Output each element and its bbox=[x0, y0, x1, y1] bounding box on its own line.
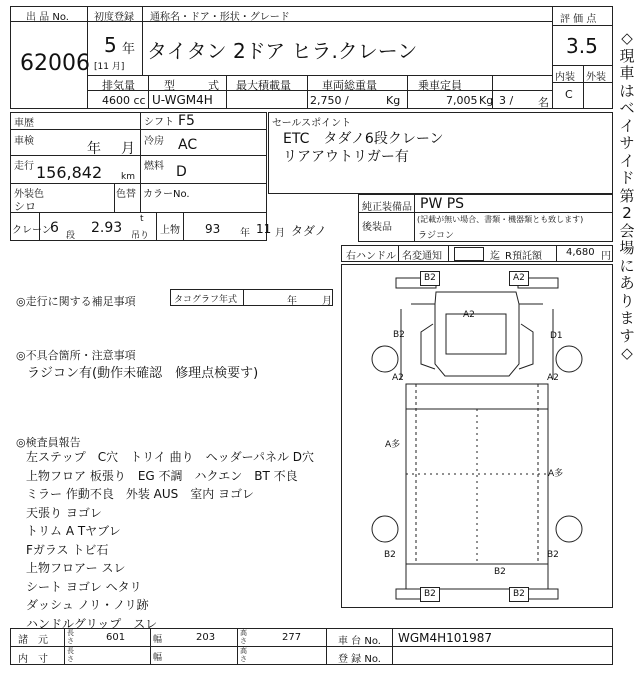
inspector-line: 上物フロア 板張り EG 不調 ハクエン BT 不良 bbox=[26, 468, 298, 483]
retrofit-label: 後装品 bbox=[362, 222, 392, 233]
mileage-label: 走行 bbox=[14, 161, 34, 172]
fuel-label: 燃料 bbox=[144, 161, 164, 172]
inspection-month: 月 bbox=[121, 141, 135, 157]
height-value: 277 bbox=[282, 632, 302, 643]
gross-label: 車両総重量 bbox=[322, 79, 377, 92]
chassis-value: WGM4H101987 bbox=[398, 631, 492, 645]
rhd-label: 右ハンドル bbox=[346, 251, 396, 262]
inspector-line: 天張り ヨゴレ bbox=[26, 505, 102, 520]
upper-month-unit: 月 bbox=[275, 228, 285, 239]
recycle-value: 4,680 bbox=[566, 247, 595, 258]
damage-code: A多 bbox=[385, 440, 401, 450]
shift-label: シフト bbox=[144, 117, 174, 128]
cc-label: 排気量 bbox=[102, 79, 135, 92]
side-char: あ bbox=[619, 274, 635, 292]
load-unit: Kg bbox=[386, 94, 401, 107]
equipment-label: 純正装備品 bbox=[362, 202, 412, 213]
defects-text: ラジコン有(動作未確認 修理点検要す) bbox=[27, 366, 259, 381]
inspector-line: ハンドルグリップ スレ bbox=[26, 616, 158, 631]
history-label: 車歴 bbox=[14, 118, 34, 129]
side-char: は bbox=[619, 81, 635, 100]
capacity-unit: 名 bbox=[538, 96, 549, 109]
tacho-label: タコグラフ年式 bbox=[174, 295, 238, 305]
meter-change-label: 名変通知 bbox=[402, 251, 442, 262]
sales-line-1: ETC タダノ6段クレーン bbox=[283, 131, 444, 147]
shift-value: F5 bbox=[178, 113, 195, 129]
model-value: U-WGM4H bbox=[152, 93, 213, 107]
inspector-label: ◎検査員報告 bbox=[16, 436, 81, 449]
equipment-value: PW PS bbox=[420, 196, 465, 212]
side-char: サ bbox=[619, 134, 635, 152]
defects-label: ◎不具合箇所・注意事項 bbox=[16, 349, 136, 362]
width-label: 幅 bbox=[153, 635, 163, 645]
damage-code: B2 bbox=[547, 550, 559, 560]
model-label: 型 式 bbox=[164, 79, 219, 92]
damage-code: A2 bbox=[509, 271, 529, 286]
side-char: 車 bbox=[619, 64, 635, 82]
inspection-year: 年 bbox=[87, 141, 101, 157]
lot-number: 62006 bbox=[20, 51, 90, 76]
gross-unit: Kg bbox=[479, 94, 494, 107]
damage-code: B2 bbox=[384, 550, 396, 560]
recycle-unit: 円 bbox=[601, 251, 611, 262]
side-char: ◇ bbox=[621, 29, 633, 47]
side-char: ◇ bbox=[621, 344, 633, 362]
tacho-month: 月 bbox=[322, 296, 332, 307]
car-name: タイタン 2ドア ヒラ.クレーン bbox=[147, 39, 418, 63]
interior-length-label: 長さ bbox=[67, 647, 74, 663]
capacity-label: 乗車定員 bbox=[418, 79, 462, 92]
inspector-line: トリム A Tヤブレ bbox=[26, 524, 121, 538]
upper-maker: タダノ bbox=[291, 224, 327, 238]
inspector-report bbox=[26, 448, 336, 633]
ac-label: 冷房 bbox=[144, 136, 164, 147]
retrofit-value: ラジコン bbox=[418, 231, 455, 241]
fuel-value: D bbox=[176, 164, 187, 180]
side-char: 第 bbox=[619, 186, 635, 205]
sales-point-label: セールスポイント bbox=[272, 118, 352, 129]
until-label: 迄 bbox=[490, 251, 500, 262]
load-label: 最大積載量 bbox=[236, 79, 291, 92]
gross-value: 7,005 bbox=[446, 94, 478, 107]
height-label: 高さ bbox=[240, 629, 247, 645]
color-no-label: カラーNo. bbox=[143, 189, 190, 200]
interior-dim-label: 内 寸 bbox=[18, 654, 48, 665]
crane-ton-unit: t bbox=[140, 214, 144, 224]
upper-year: 93 bbox=[205, 222, 221, 236]
interior-grade: C bbox=[565, 88, 573, 101]
side-char: イ bbox=[619, 151, 635, 170]
side-char: 現 bbox=[619, 46, 635, 65]
interior-height-label: 高さ bbox=[240, 647, 247, 663]
width-value: 203 bbox=[196, 632, 216, 643]
supplement-label: ◎走行に関する補足事項 bbox=[16, 295, 136, 308]
crane-ton: 2.93 bbox=[91, 220, 123, 236]
crane-steps: 6 bbox=[50, 220, 59, 236]
truck-outline bbox=[341, 264, 613, 608]
inspector-line: ミラー 作動不良 外装 AUS 室内 ヨゴレ bbox=[26, 487, 255, 501]
damage-code: B2 bbox=[420, 271, 440, 286]
inspection-label: 車検 bbox=[14, 136, 34, 147]
side-char: す bbox=[619, 326, 635, 345]
cc-value: 4600 cc bbox=[102, 94, 146, 107]
damage-code: B2 bbox=[393, 330, 405, 340]
color-label: 外装色 bbox=[14, 189, 44, 200]
recycle-label: R預託額 bbox=[505, 251, 542, 262]
car-name-label: 通称名・ドア・形状・グレード bbox=[150, 12, 290, 23]
chassis-label: 車 台 No. bbox=[338, 636, 381, 647]
interior-label: 内装 bbox=[555, 72, 575, 83]
grade-label: 評 価 点 bbox=[560, 14, 597, 25]
side-note bbox=[616, 30, 638, 363]
capacity-value: 3 / bbox=[499, 94, 514, 107]
side-char: イ bbox=[619, 116, 635, 135]
damage-code: B2 bbox=[509, 587, 529, 602]
crane-label: クレーン bbox=[12, 225, 52, 236]
crane-steps-unit: 段 bbox=[66, 231, 76, 241]
upper-year-unit: 年 bbox=[240, 228, 250, 239]
year-unit: 年 bbox=[122, 42, 136, 57]
ac-value: AC bbox=[178, 137, 198, 153]
registration-label: 登 録 No. bbox=[338, 654, 381, 665]
damage-code: A2 bbox=[547, 373, 559, 383]
first-reg-label: 初度登録 bbox=[94, 12, 134, 23]
inspector-line: ダッシュ ノリ・ノリ跡 bbox=[26, 598, 149, 612]
color-value: シロ bbox=[14, 200, 36, 213]
side-char: 場 bbox=[619, 239, 635, 257]
inspector-line: Fガラス トビ石 bbox=[26, 542, 109, 557]
damage-code: A2 bbox=[392, 373, 404, 383]
inspector-line: 左ステップ C穴 トリイ 曲り ヘッダーパネル D穴 bbox=[26, 450, 315, 464]
side-char: に bbox=[619, 256, 635, 275]
lot-label: 出 品 No. bbox=[26, 12, 69, 23]
retrofit-note: (記載が無い場合、書類・機器類とも致します) bbox=[417, 215, 584, 224]
length-value: 601 bbox=[106, 632, 126, 643]
grade-value: 3.5 bbox=[566, 34, 598, 58]
meter-change-box bbox=[454, 247, 484, 261]
color-change-label: 色替 bbox=[116, 189, 136, 200]
inspector-line: 上物フロアー スレ bbox=[26, 561, 126, 575]
year-value: 5 bbox=[104, 33, 117, 57]
exterior-label: 外装 bbox=[586, 72, 606, 83]
side-char: ベ bbox=[619, 99, 635, 117]
tacho-year: 年 bbox=[287, 296, 297, 307]
damage-code: D1 bbox=[550, 331, 563, 341]
damage-code: A2 bbox=[463, 310, 475, 320]
crane-ton-unit2: 吊り bbox=[131, 231, 150, 241]
side-char: ま bbox=[619, 309, 635, 327]
upper-month: 11 bbox=[256, 222, 272, 236]
mileage-unit: km bbox=[121, 172, 135, 182]
side-char: ド bbox=[619, 169, 635, 187]
upper-label: 上物 bbox=[160, 225, 180, 236]
damage-code: B2 bbox=[494, 567, 506, 577]
interior-width-label: 幅 bbox=[153, 653, 163, 663]
load-value: 2,750 / bbox=[310, 94, 349, 107]
length-label: 長さ bbox=[67, 629, 74, 645]
sales-line-2: リアアウトリガー有 bbox=[283, 149, 409, 165]
side-char: り bbox=[619, 291, 635, 310]
dimension-label: 諸 元 bbox=[18, 635, 48, 646]
mileage-value: 156,842 bbox=[36, 163, 103, 182]
damage-code: A多 bbox=[548, 469, 564, 479]
side-char: 会 bbox=[619, 221, 635, 240]
side-char: 2 bbox=[622, 204, 632, 222]
damage-code: B2 bbox=[420, 587, 440, 602]
month-value: [11 月] bbox=[94, 62, 125, 72]
inspector-line: シート ヨゴレ ヘタリ bbox=[26, 579, 142, 594]
